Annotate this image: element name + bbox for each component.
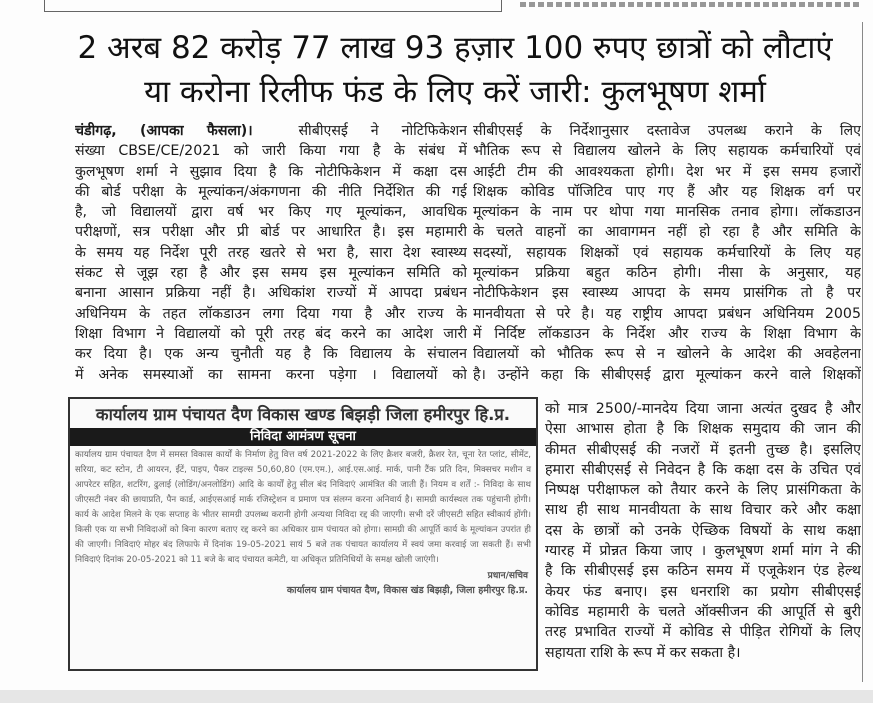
article-line: संख्या CBSE/CE/2021 को जारी किया गया है के संबंध में: [75, 143, 467, 160]
article-line: शिक्षक कोविड पॉजिटिव पाए गए हैं और यह शिक्षक वर्ग पर: [473, 183, 861, 200]
article-line: है, जो विद्यालयों द्वारा वर्ष भर किए गए मूल्यांकन, आवधिक: [75, 204, 467, 221]
article-narrow-column: [545, 399, 861, 663]
article-line: आईटी टीम की आवश्यकता होगी। देश भर में इस समय हजारों: [473, 163, 861, 180]
article-line: कोविड महामारी के चलते ऑक्सीजन की आपूर्ति से बुरी: [545, 603, 861, 620]
article-line: कीमत सीबीएसई की नजरों में इतनी तुच्छ है। इसलिए: [545, 441, 861, 458]
cropped-text-fragment: [520, 2, 860, 7]
article-line: के समय यह निर्देश पूरी तरह खतरे से भरा है, सारा देश स्वास्थ्य: [75, 244, 467, 261]
article-line: विद्यालयों को भौतिक रूप से न खोलने के आदेश की अवहेलना: [473, 346, 861, 363]
article-line: मानवीयता से परे है। यह राष्ट्रीय आपदा प्रबंधन अधिनियम 2005: [473, 305, 861, 322]
article-line: की बोर्ड परीक्षा के मूल्यांकन/अंकगणना की नीति निर्देशित की गई: [75, 183, 467, 200]
headline-line-2: या करोना रिलीफ फंड के लिए करें जारी: कुलभूषण शर्मा: [144, 74, 766, 110]
article-line: में निर्दिष्ट लॉकडाउन के निर्देश और राज्य के शिक्षा विभाग के: [473, 325, 861, 342]
page-bottom-edge: [0, 690, 873, 703]
article-line: कर दिया है। एक अन्य चुनौती यह है कि विद्यालय के संचालन: [75, 346, 467, 363]
article-line: मूल्यांकन के नाम पर थोपा गया मानसिक तनाव होगा। लॉकडाउन: [473, 204, 861, 221]
article-line: निष्पक्ष परीक्षाफल को तैयार करने के लिए प्रासंगिकता के: [545, 482, 861, 499]
article-line: बनाना आसान प्रक्रिया नहीं है। अधिकांश राज्यों में आपदा प्रबंधन: [75, 285, 467, 302]
article-line-text: सीबीएसई ने नोटिफिकेशन: [298, 123, 467, 139]
tender-notice-advertisement: [68, 397, 538, 671]
article-line: शिक्षा विभाग ने विद्यालयों को पूरी तरह बंद करने का आदेश जारी: [75, 325, 467, 342]
ad-subtitle: निविदा आमंत्रण सूचना: [70, 428, 536, 446]
article-line: को मात्र 2500/-मानदेय दिया जाना अत्यंत दुखद है और: [545, 401, 861, 417]
article-line: ग्यारह में प्रोन्नत किया जाए । कुलभूषण शर्मा मांग ने की: [545, 543, 861, 560]
ad-signatory: प्रधान/सचिव: [487, 571, 528, 581]
column-divider: [862, 22, 863, 682]
article-line: तरह प्रभावित राज्यों में कोविड से पीड़ित रोगियों के लिए: [545, 624, 861, 641]
article-right-column: [473, 121, 861, 385]
article-line: अधिनियम के तहत लॉकडाउन लगा दिया गया है और राज्य के: [75, 305, 467, 322]
article-line: है कि सीबीएसई इस कठिन समय में एजूकेशन एंड हेल्थ: [545, 563, 861, 580]
article-line: है। उन्होंने कहा कि सीबीएसई द्वारा मूल्यांकन करने वाले शिक्षकों: [473, 366, 861, 383]
ad-body: कार्यालय ग्राम पंचायत दैण में समस्त विकास कार्यों के निर्माण हेतु वित्त वर्ष 2021-2022 के लिए क्रैशर बजरी, क्रैशर रेत, चूना रेत प्लांट, सीमेंट, सरिया, कट स्टोन, टी आयरन, ईंटें, पाइप, पैकर टाइल्स 50,60,80 (एम.एम.), आई.एस.आई. मार्क, पानी टैंक प्रति दिन, मिक्सचर मशीन व आपरेटर सहित, शटरिंग, ढुलाई (लोडिंग/अनलोडिंग) आदि के कार्यों हेतु सील बंद निविदाएं आमंत्रित की जाती हैं। नियम व शर्तें :- निविदा के साथ जीएसटी नंबर की छायाप्रति, पैन कार्ड, आईएसआई मार्क रजिस्ट्रेशन व प्रमाण पत्र संलग्न करना अनिवार्य है। सामग्री कार्यस्थल तक पहुंचानी होगी। कार्य के आदेश मिलने के एक सप्ताह के भीतर सामग्री उपलब्ध करानी होगी अन्यथा निविदा रद्द की जाएगी। सभी दरें जीएसटी सहित स्वीकार्य होंगी। किसी एक या सभी निविदाओं को बिना कारण बताए रद्द करने का अधिकार ग्राम पंचायत को होगा। सामग्री की आपूर्ति कार्य के मूल्यांकन उपरांत ही की जाएगी। निविदाएं मोहर बंद लिफाफे में दिनांक 19-05-2021 सायं 5 बजे तक पंचायत कार्यालय में स्वयं जमा करवाई जा सकती हैं। सभी निविदाएं दिनांक 20-05-2021 को 11 बजे के बाद पंचायत कमेटी, या अधिकृत प्रतिनिधियों के समक्ष खोली जाएंगी।: [75, 450, 531, 565]
article-line: ऐसा आभास होता है कि शिक्षक समुदाय की जान की: [545, 421, 861, 438]
article-line: साथ ही साथ मानवीयता के साथ विचार करे और कक्षा: [545, 502, 861, 519]
article-line: सीबीएसई के निर्देशानुसार दस्तावेज उपलब्ध कराने के लिए: [473, 123, 861, 139]
headline-line-1: 2 अरब 82 करोड़ 77 लाख 93 हज़ार 100 रुपए छात्रों को लौटाएं: [77, 30, 833, 66]
article-left-column: [75, 121, 467, 385]
article-line: के चलते वाहनों का आवागमन नहीं हो रहा है और समिति के: [473, 224, 861, 241]
article-line: कुलभूषण शर्मा ने सुझाव दिया है कि नोटीफिकेशन में कक्षा दस: [75, 163, 467, 180]
article-line: केयर फंड बनाए। इस धनराशि का प्रयोग सीबीएसई: [545, 583, 861, 600]
article-line: संकट से जूझ रहा है और इस समय इस मूल्यांकन समिति को: [75, 265, 467, 282]
article-line: मूल्यांकन प्रक्रिया बहुत कठिन होगी। नीसा के अनुसार, यह: [473, 265, 861, 282]
article-line: सदस्यों, सहायक शिक्षकों एवं सहायक कर्मचारियों के लिए यह: [473, 244, 861, 261]
article-line: [75, 121, 467, 141]
article-line: सहायता राशि के रूप में कर सकता है।: [545, 644, 741, 661]
article-line: हमारा सीबीएसई से निवेदन है कि कक्षा दस के उचित एवं: [545, 461, 861, 478]
ad-footer: कार्यालय ग्राम पंचायत दैण, विकास खंड बिझड़ी, जिला हमीरपुर हि.प्र.: [286, 585, 528, 596]
ad-title: कार्यालय ग्राम पंचायत दैण विकास खण्ड बिझड़ी जिला हमीरपुर हि.प्र.: [95, 405, 511, 424]
article-line: नोटीफिकेशन इस स्वास्थ्य आपदा के समय प्रासंगिक तो है पर: [473, 285, 861, 302]
article-line: में अनेक समस्याओं का सामना करना पड़ेगा । विद्यालयों को: [75, 366, 467, 383]
previous-article-box: [44, 0, 502, 12]
article-line: दस के छात्रों को उनके ऐच्छिक विषयों के साथ कक्षा: [545, 522, 861, 539]
dateline: चंडीगढ़, (आपका फैसला)।: [75, 123, 253, 139]
article-line: परीक्षणों, सत्र परीक्षा और प्री बोर्ड पर आधारित है। इस महामारी: [75, 224, 467, 241]
article-line: भौतिक रूप से विद्यालय खोलने के लिए सहायक कर्मचारियों एवं: [473, 143, 861, 160]
